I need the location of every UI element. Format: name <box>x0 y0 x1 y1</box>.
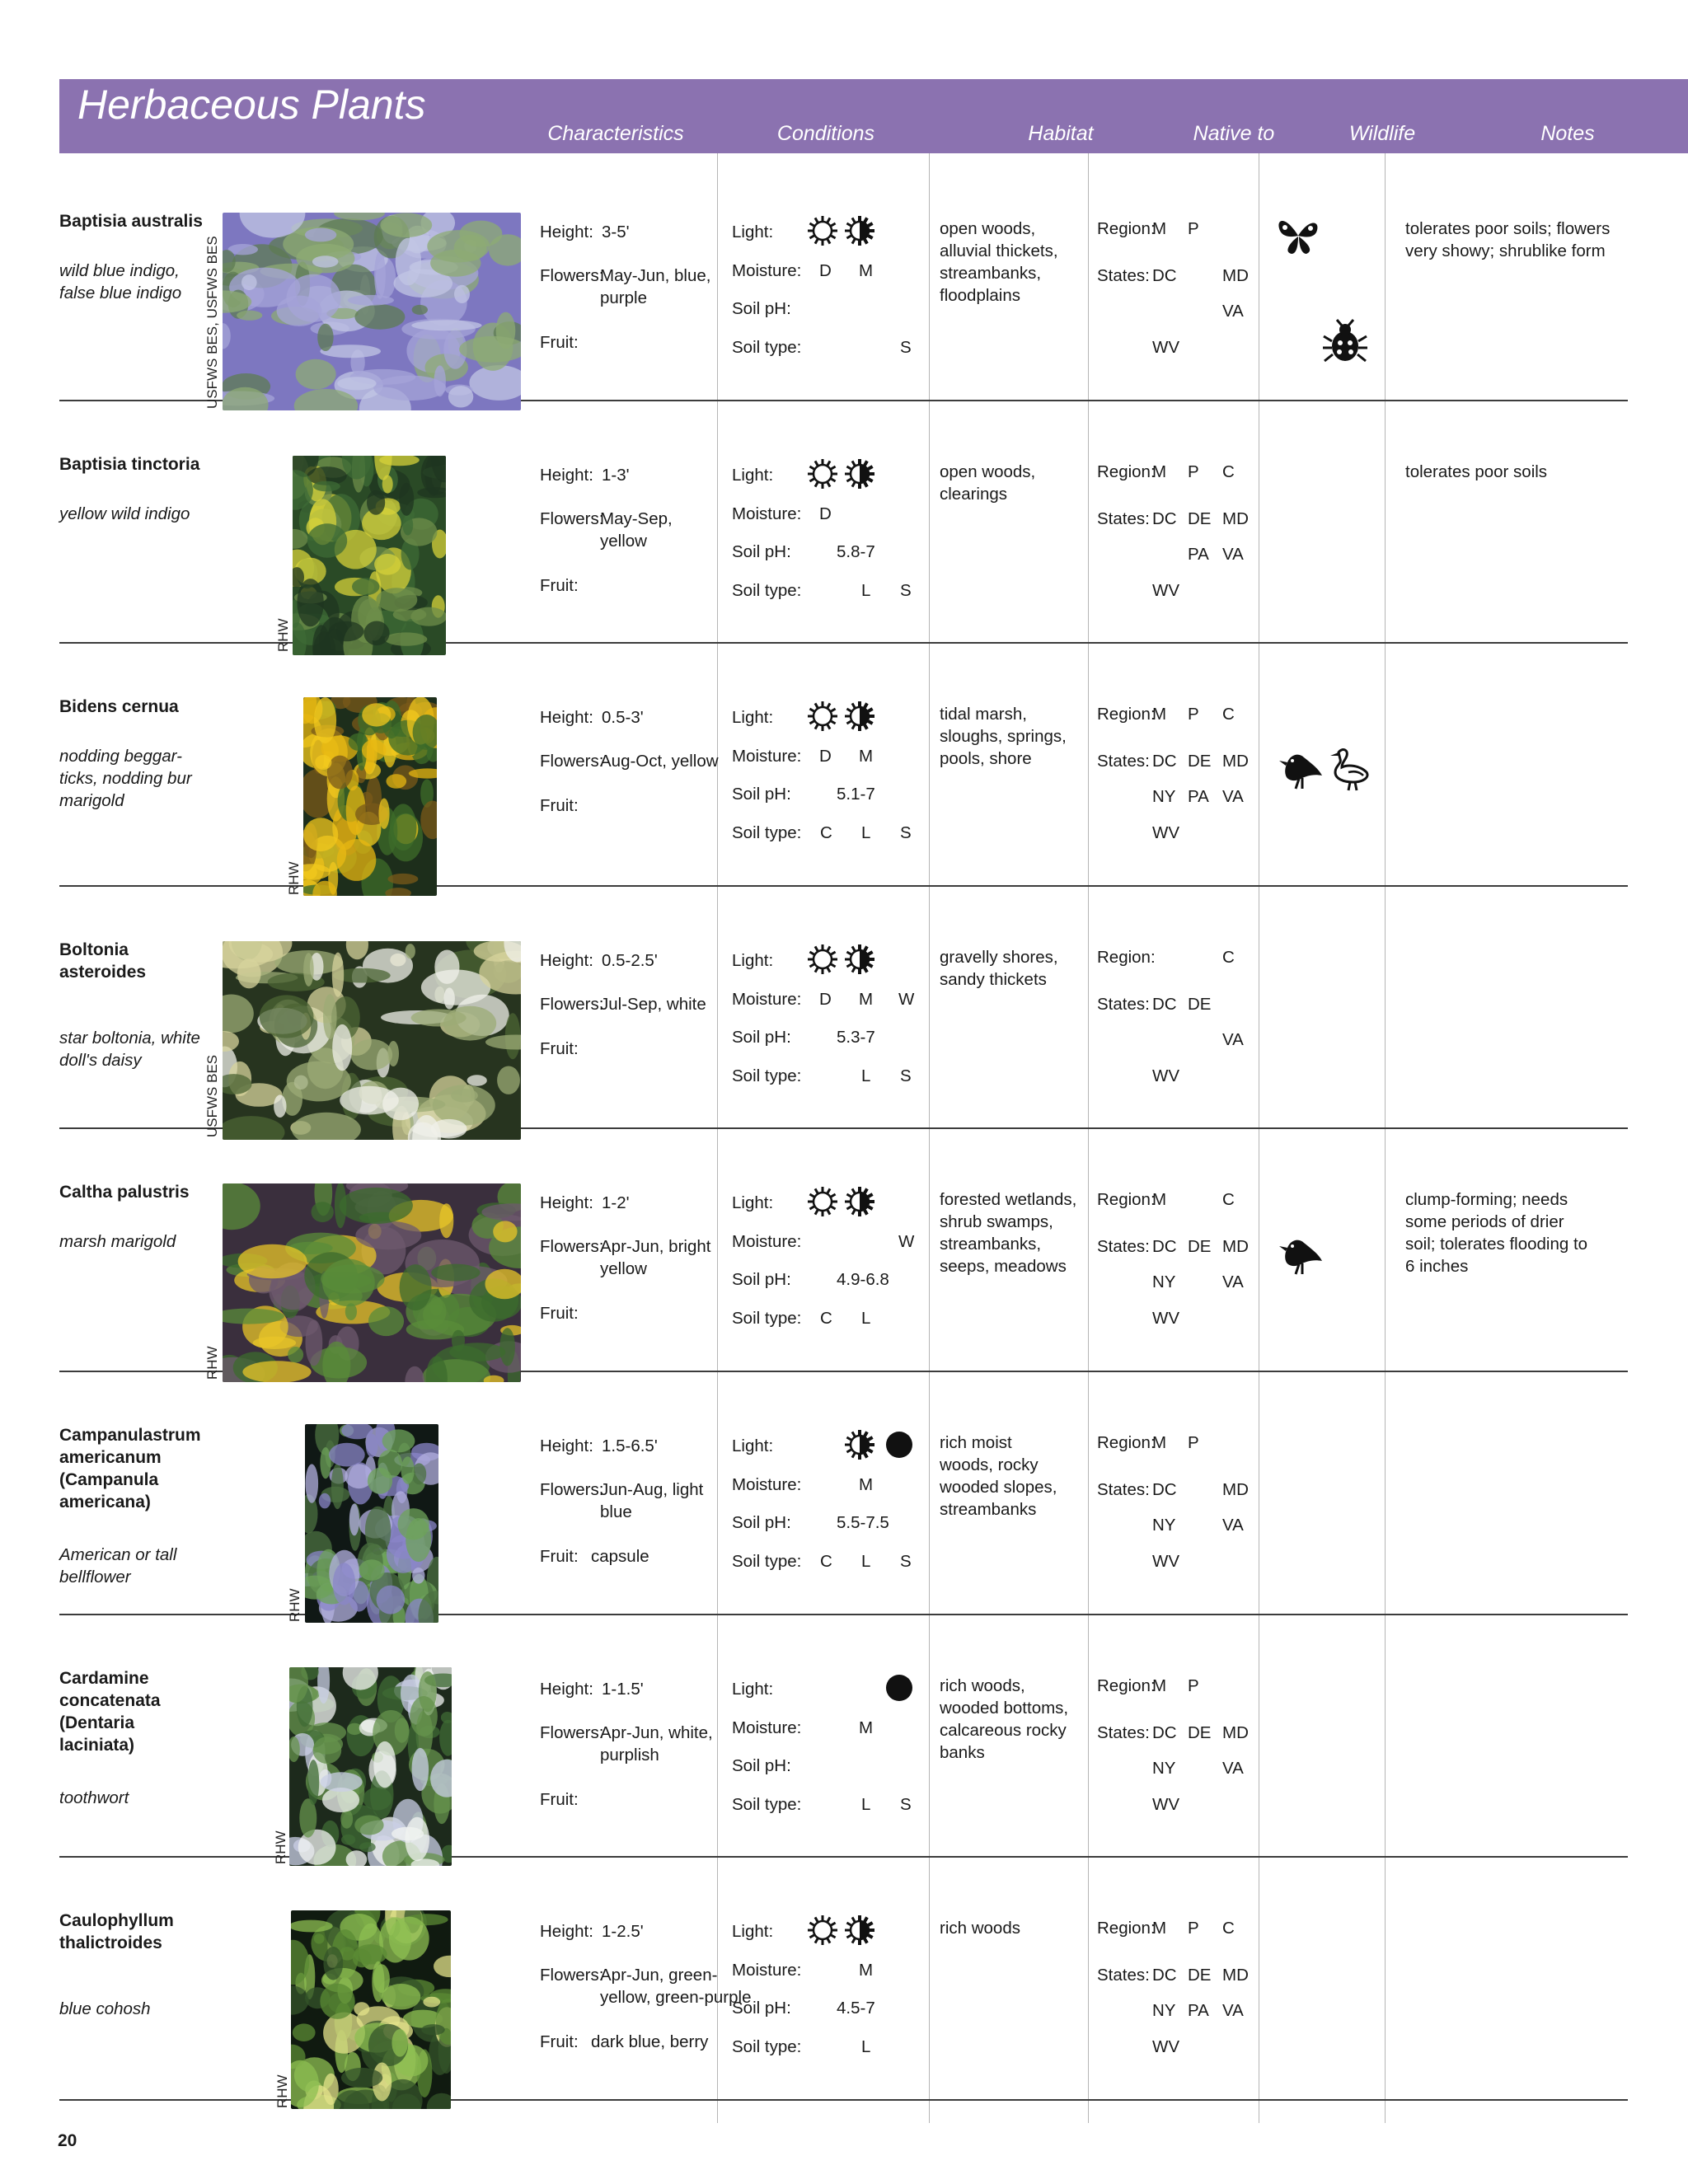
moisture-code: M <box>859 1961 874 1980</box>
habitat-text: rich moist woods, rocky wooded slopes, streambanks <box>940 1433 1057 1519</box>
state-code: VA <box>1222 1272 1244 1292</box>
flowers-value: Apr-Jun, green- yellow, green-purple <box>600 1966 752 2008</box>
region-label: Region: <box>1097 219 1156 238</box>
state-code: VA <box>1222 2001 1244 2021</box>
full-shade-icon <box>883 1671 916 1704</box>
state-code: WV <box>1152 338 1180 357</box>
soil-ph-label: Soil pH: <box>732 1270 791 1290</box>
region-code: C <box>1222 705 1235 724</box>
page-number: 20 <box>58 2131 77 2150</box>
column-divider <box>929 153 930 2123</box>
section-header <box>59 79 1688 153</box>
scientific-name: Bidens cernua <box>59 697 179 717</box>
soil-type-code: S <box>900 580 912 600</box>
moisture-label: Moisture: <box>732 747 802 766</box>
region-label: Region: <box>1097 462 1156 481</box>
plant-photo <box>293 456 446 655</box>
region-label: Region: <box>1097 947 1156 967</box>
soil-ph-label: Soil pH: <box>732 1027 791 1047</box>
soil-type-code: S <box>900 338 912 357</box>
states-label: States: <box>1097 266 1150 285</box>
habitat-text: open woods, alluvial thickets, streambanks, floodplains <box>940 219 1058 305</box>
states-label: States: <box>1097 1722 1150 1742</box>
soil-type-code: S <box>900 1552 912 1571</box>
soil-type-code: L <box>861 823 871 843</box>
plant-photo <box>223 213 521 410</box>
states-label: States: <box>1097 1237 1150 1257</box>
common-name: blue cohosh <box>59 1999 151 2019</box>
state-code: MD <box>1222 752 1249 771</box>
soil-ph-value: 5.3-7 <box>837 1027 875 1047</box>
state-code: WV <box>1152 1309 1180 1329</box>
state-code: NY <box>1152 1516 1176 1535</box>
soil-ph-label: Soil pH: <box>732 299 791 318</box>
region-code: P <box>1188 219 1199 238</box>
column-divider <box>1385 153 1386 2123</box>
full-sun-icon <box>806 1185 839 1218</box>
soil-type-label: Soil type: <box>732 1066 802 1085</box>
region-code: M <box>1152 1919 1167 1938</box>
region-code: P <box>1188 1675 1199 1695</box>
state-code: MD <box>1222 1237 1249 1257</box>
flowers-label: Flowers: <box>540 1966 604 1985</box>
height-label: Height: <box>540 950 593 970</box>
flowers-label: Flowers: <box>540 1722 604 1742</box>
soil-type-code: C <box>820 823 832 843</box>
height-label: Height: <box>540 1679 593 1699</box>
soil-ph-value: 5.5-7.5 <box>837 1513 889 1532</box>
common-name: toothwort <box>59 1788 129 1807</box>
flowers-value: Apr-Jun, white, purplish <box>600 1722 713 1765</box>
region-code: M <box>1152 219 1167 238</box>
part-shade-icon <box>843 943 876 976</box>
part-shade-icon <box>843 1914 876 1947</box>
state-code: VA <box>1222 787 1244 807</box>
states-label: States: <box>1097 994 1150 1014</box>
state-code: NY <box>1152 2001 1176 2021</box>
common-name: marsh marigold <box>59 1232 176 1252</box>
habitat-text: tidal marsh, sloughs, springs, pools, shore <box>940 705 1067 769</box>
region-code: M <box>1152 1433 1167 1452</box>
soil-type-label: Soil type: <box>732 1794 802 1814</box>
photo-credit: RHW <box>287 1588 302 1622</box>
region-code: C <box>1222 947 1235 967</box>
habitat-text: rich woods <box>940 1919 1020 1938</box>
flowers-label: Flowers: <box>540 752 604 771</box>
height-label: Height: <box>540 223 593 241</box>
column-header-characteristics: Characteristics <box>547 122 684 145</box>
full-shade-icon <box>883 1428 916 1461</box>
state-code: WV <box>1152 1552 1180 1571</box>
height-value: 1.5-6.5' <box>602 1436 658 1455</box>
light-label: Light: <box>732 1922 774 1942</box>
state-code: DE <box>1188 994 1212 1014</box>
soil-type-code: L <box>861 580 871 600</box>
state-code: WV <box>1152 1794 1180 1814</box>
plant-photo <box>223 941 521 1140</box>
region-code: C <box>1222 1919 1235 1938</box>
soil-type-code: S <box>900 1066 912 1085</box>
plant-photo <box>289 1667 452 1866</box>
soil-type-label: Soil type: <box>732 2037 802 2057</box>
common-name: yellow wild indigo <box>59 504 190 523</box>
state-code: DC <box>1152 266 1177 285</box>
photo-credit: RHW <box>274 2074 290 2108</box>
soil-type-code: L <box>861 1552 871 1571</box>
fruit-value: capsule <box>591 1547 649 1566</box>
section-title: Herbaceous Plants <box>77 82 426 128</box>
state-code: DC <box>1152 509 1177 528</box>
scientific-name: Baptisia australis <box>59 212 203 231</box>
scientific-name: Boltonia asteroides <box>59 940 147 982</box>
soil-type-code: L <box>861 1309 871 1329</box>
state-code: PA <box>1188 787 1209 807</box>
height-value: 1-1.5' <box>602 1679 644 1699</box>
moisture-code: M <box>859 747 874 766</box>
column-header-wildlife: Wildlife <box>1348 122 1416 145</box>
common-name: nodding beggar- ticks, nodding bur marigold <box>59 747 192 811</box>
states-label: States: <box>1097 1966 1150 1985</box>
state-code: VA <box>1222 1029 1244 1049</box>
plant-photo <box>223 1183 521 1382</box>
state-code: DC <box>1152 1480 1177 1499</box>
height-label: Height: <box>540 1922 593 1942</box>
height-label: Height: <box>540 708 593 728</box>
states-label: States: <box>1097 509 1150 528</box>
fruit-label: Fruit: <box>540 1038 579 1058</box>
state-code: DC <box>1152 752 1177 771</box>
scientific-name: Campanulastrum americanum (Campanula americana) <box>59 1426 201 1511</box>
state-code: DC <box>1152 994 1177 1014</box>
soil-type-label: Soil type: <box>732 1309 802 1329</box>
soil-type-code: L <box>861 1794 871 1814</box>
flowers-value: Jun-Aug, light blue <box>600 1480 704 1521</box>
fruit-label: Fruit: <box>540 1304 579 1324</box>
fruit-label: Fruit: <box>540 796 579 816</box>
full-sun-icon <box>806 214 839 247</box>
soil-ph-label: Soil pH: <box>732 1999 791 2018</box>
height-value: 1-3' <box>602 465 630 485</box>
plant-photo <box>291 1910 451 2109</box>
photo-credit: RHW <box>286 861 302 895</box>
region-code: P <box>1188 1919 1199 1938</box>
state-code: PA <box>1188 2001 1209 2021</box>
part-shade-icon <box>843 700 876 733</box>
region-label: Region: <box>1097 1190 1156 1210</box>
photo-credit: USFWS BES <box>204 1054 220 1137</box>
region-code: C <box>1222 462 1235 481</box>
songbird-icon <box>1276 743 1325 792</box>
plant-photo <box>305 1424 438 1623</box>
scientific-name: Caltha palustris <box>59 1183 190 1202</box>
moisture-label: Moisture: <box>732 261 802 280</box>
state-code: MD <box>1222 1722 1249 1742</box>
fruit-label: Fruit: <box>540 2032 579 2052</box>
light-label: Light: <box>732 1193 774 1213</box>
moisture-code: M <box>859 989 874 1009</box>
moisture-label: Moisture: <box>732 1232 802 1252</box>
soil-type-label: Soil type: <box>732 338 802 357</box>
state-code: WV <box>1152 580 1180 600</box>
moisture-label: Moisture: <box>732 504 802 523</box>
height-value: 1-2' <box>602 1193 630 1213</box>
state-code: MD <box>1222 266 1249 285</box>
moisture-code: D <box>819 747 832 766</box>
common-name: American or tall bellflower <box>59 1545 177 1586</box>
part-shade-icon <box>843 457 876 490</box>
state-code: WV <box>1152 2037 1180 2057</box>
flowers-value: May-Jun, blue, purple <box>600 266 711 307</box>
state-code: DC <box>1152 1722 1177 1742</box>
region-label: Region: <box>1097 1919 1156 1938</box>
soil-type-label: Soil type: <box>732 823 802 843</box>
part-shade-icon <box>843 1185 876 1218</box>
soil-type-code: L <box>861 1066 871 1085</box>
habitat-text: forested wetlands, shrub swamps, streambanks, seeps, meadows <box>940 1190 1077 1277</box>
moisture-code: D <box>819 989 832 1009</box>
region-code: P <box>1188 1433 1199 1452</box>
state-code: MD <box>1222 509 1249 528</box>
songbird-icon <box>1276 1228 1325 1277</box>
state-code: PA <box>1188 544 1209 564</box>
moisture-code: W <box>898 989 915 1009</box>
region-code: M <box>1152 1190 1167 1210</box>
state-code: DC <box>1152 1237 1177 1257</box>
habitat-text: open woods, clearings <box>940 462 1036 504</box>
soil-type-label: Soil type: <box>732 1552 802 1571</box>
state-code: DE <box>1188 509 1212 528</box>
flowers-label: Flowers: <box>540 1480 604 1499</box>
state-code: DE <box>1188 1722 1212 1742</box>
part-shade-icon <box>843 1428 876 1461</box>
moisture-code: M <box>859 1718 874 1737</box>
habitat-text: gravelly shores, sandy thickets <box>940 947 1058 989</box>
moisture-label: Moisture: <box>732 1475 802 1494</box>
region-label: Region: <box>1097 1433 1156 1452</box>
region-code: M <box>1152 705 1167 724</box>
flowers-value: May-Sep, yellow <box>600 509 673 551</box>
moisture-code: D <box>819 261 832 280</box>
soil-ph-value: 5.1-7 <box>837 785 875 804</box>
state-code: WV <box>1152 1066 1180 1085</box>
soil-type-code: S <box>900 823 912 843</box>
fruit-label: Fruit: <box>540 1789 579 1809</box>
full-sun-icon <box>806 700 839 733</box>
column-divider <box>717 153 718 2123</box>
state-code: DE <box>1188 1237 1212 1257</box>
moisture-label: Moisture: <box>732 1961 802 1980</box>
soil-type-code: C <box>820 1552 832 1571</box>
region-code: C <box>1222 1190 1235 1210</box>
soil-type-code: L <box>861 2037 871 2057</box>
state-code: DE <box>1188 1966 1212 1985</box>
column-header-native-to: Native to <box>1193 122 1275 145</box>
photo-credit: RHW <box>275 618 291 652</box>
moisture-code: D <box>819 504 832 523</box>
soil-ph-label: Soil pH: <box>732 1755 791 1775</box>
soil-ph-value: 4.9-6.8 <box>837 1270 889 1290</box>
state-code: NY <box>1152 1758 1176 1778</box>
height-label: Height: <box>540 465 593 485</box>
state-code: NY <box>1152 787 1176 807</box>
height-value: 0.5-2.5' <box>602 950 658 970</box>
flowers-value: Jul-Sep, white <box>600 994 706 1014</box>
habitat-text: rich woods, wooded bottoms, calcareous rocky banks <box>940 1675 1069 1762</box>
state-code: DE <box>1188 752 1212 771</box>
full-sun-icon <box>806 1914 839 1947</box>
soil-type-label: Soil type: <box>732 580 802 600</box>
height-label: Height: <box>540 1193 593 1213</box>
notes-text: tolerates poor soils; flowers very showy; shrublike form <box>1405 219 1611 260</box>
states-label: States: <box>1097 1480 1150 1499</box>
states-label: States: <box>1097 752 1150 771</box>
moisture-code: M <box>859 261 874 280</box>
region-label: Region: <box>1097 705 1156 724</box>
soil-type-code: C <box>820 1309 832 1329</box>
soil-type-code: S <box>900 1794 912 1814</box>
height-label: Height: <box>540 1436 593 1455</box>
region-code: P <box>1188 705 1199 724</box>
state-code: NY <box>1152 1272 1176 1292</box>
part-shade-icon <box>843 214 876 247</box>
soil-ph-label: Soil pH: <box>732 1513 791 1532</box>
butterfly-icon <box>1273 211 1323 260</box>
fruit-label: Fruit: <box>540 575 579 595</box>
column-header-habitat: Habitat <box>1028 122 1094 145</box>
waterfowl-icon <box>1324 743 1373 792</box>
column-header-conditions: Conditions <box>776 122 875 145</box>
light-label: Light: <box>732 1436 774 1455</box>
fruit-label: Fruit: <box>540 1547 579 1566</box>
scientific-name: Caulophyllum thalictroides <box>59 1911 174 1953</box>
region-code: P <box>1188 462 1199 481</box>
moisture-label: Moisture: <box>732 989 802 1009</box>
soil-ph-label: Soil pH: <box>732 541 791 561</box>
photo-credit: RHW <box>273 1830 288 1864</box>
soil-ph-label: Soil pH: <box>732 785 791 804</box>
region-label: Region: <box>1097 1675 1156 1695</box>
height-value: 3-5' <box>602 223 630 241</box>
notes-text: clump-forming; needs some periods of drier soil; tolerates flooding to 6 inches <box>1405 1190 1588 1277</box>
flowers-value: Apr-Jun, bright yellow <box>600 1237 711 1279</box>
flowers-value: Aug-Oct, yellow <box>600 752 719 771</box>
flowers-label: Flowers: <box>540 994 604 1014</box>
full-sun-icon <box>806 943 839 976</box>
photo-credit: RHW <box>204 1346 220 1380</box>
moisture-code: W <box>898 1232 915 1252</box>
soil-ph-value: 4.5-7 <box>837 1999 875 2018</box>
column-header-notes: Notes <box>1540 122 1595 145</box>
fruit-value: dark blue, berry <box>591 2032 709 2052</box>
light-label: Light: <box>732 1679 774 1699</box>
column-divider <box>1088 153 1089 2123</box>
scientific-name: Cardamine concatenata (Dentaria laciniata) <box>59 1668 161 1755</box>
region-code: M <box>1152 462 1167 481</box>
beetle-icon <box>1320 318 1370 368</box>
state-code: VA <box>1222 1516 1244 1535</box>
flowers-label: Flowers: <box>540 509 604 528</box>
moisture-code: M <box>859 1475 874 1494</box>
region-code: M <box>1152 1675 1167 1695</box>
state-code: VA <box>1222 1758 1244 1778</box>
moisture-label: Moisture: <box>732 1718 802 1737</box>
state-code: WV <box>1152 823 1180 843</box>
state-code: DC <box>1152 1966 1177 1985</box>
light-label: Light: <box>732 465 774 485</box>
state-code: MD <box>1222 1480 1249 1499</box>
scientific-name: Baptisia tinctoria <box>59 454 200 474</box>
full-sun-icon <box>806 457 839 490</box>
flowers-label: Flowers: <box>540 1237 604 1257</box>
height-value: 1-2.5' <box>602 1922 644 1942</box>
plant-photo <box>303 697 437 896</box>
light-label: Light: <box>732 950 774 970</box>
common-name: wild blue indigo, false blue indigo <box>59 261 182 302</box>
state-code: VA <box>1222 302 1244 321</box>
flowers-label: Flowers: <box>540 266 604 285</box>
height-value: 0.5-3' <box>602 708 644 728</box>
soil-ph-value: 5.8-7 <box>837 541 875 561</box>
light-label: Light: <box>732 223 774 241</box>
light-label: Light: <box>732 708 774 728</box>
state-code: MD <box>1222 1966 1249 1985</box>
notes-text: tolerates poor soils <box>1405 462 1548 481</box>
common-name: star boltonia, white doll's daisy <box>59 1028 200 1070</box>
fruit-label: Fruit: <box>540 333 579 352</box>
photo-credit: USFWS BES, USFWS BES <box>204 236 220 409</box>
state-code: VA <box>1222 544 1244 564</box>
